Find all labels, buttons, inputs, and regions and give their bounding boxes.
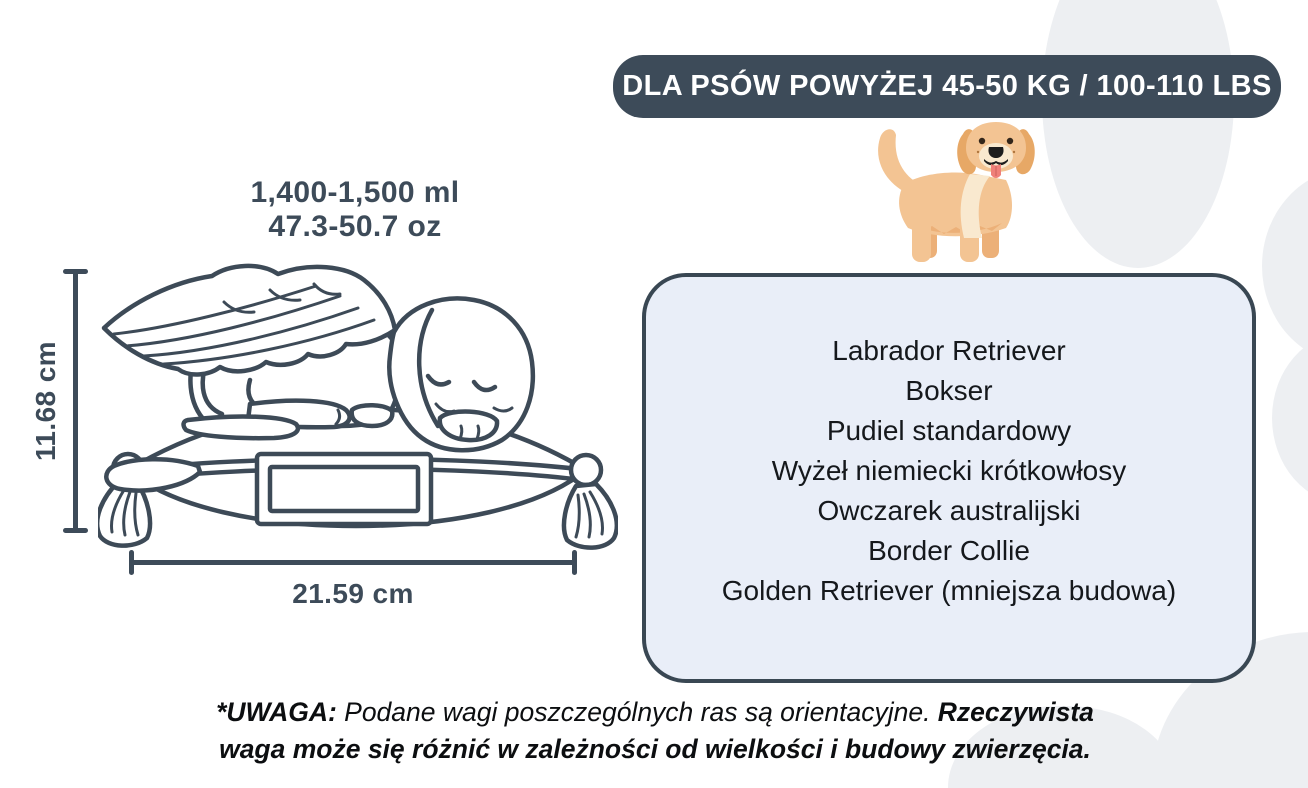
paw-shape-top-right-icon (1262, 168, 1308, 364)
footnote-bold-text: Rzeczywista (937, 697, 1094, 727)
footnote-regular-text: Podane wagi poszczególnych ras są orientacyjne. (336, 697, 938, 727)
size-banner-label: DLA PSÓW POWYŻEJ 45-50 KG / 100-110 LBS (622, 70, 1272, 102)
height-dimension-label: 11.68 cm (30, 341, 61, 461)
paw-shape-right-icon (1272, 332, 1308, 504)
width-dimension-line (130, 560, 576, 565)
golden-retriever-icon (853, 118, 1055, 266)
breed-list-item: Border Collie (868, 535, 1030, 566)
sleeping-winged-dog-pillow-illustration (98, 258, 618, 558)
breed-list-item: Labrador Retriever (832, 335, 1066, 366)
paw-shape-top-icon (1042, 0, 1234, 268)
footnote-line-1 (150, 694, 1160, 731)
breed-list-box (642, 273, 1256, 683)
footnote (150, 694, 1160, 768)
breed-list-item: Owczarek australijski (817, 495, 1081, 526)
breed-list-item: Bokser (905, 375, 993, 406)
breed-list-item: Wyżeł niemiecki krótkowłosy (771, 455, 1127, 486)
capacity-label (155, 176, 555, 244)
footnote-line-2: waga może się różnić w zależności od wielkości i budowy zwierzęcia. (219, 734, 1091, 764)
capacity-ml: 1,400-1,500 ml (250, 176, 460, 209)
capacity-oz: 47.3-50.7 oz (268, 210, 442, 243)
width-dimension-label: 21.59 cm (292, 578, 414, 609)
breed-list-item: Pudiel standardowy (826, 415, 1072, 446)
size-banner (613, 55, 1281, 118)
breed-list-item: Golden Retriever (mniejsza budowa) (721, 575, 1177, 606)
footnote-label: *UWAGA: (216, 697, 337, 727)
height-dimension-line (73, 270, 78, 532)
